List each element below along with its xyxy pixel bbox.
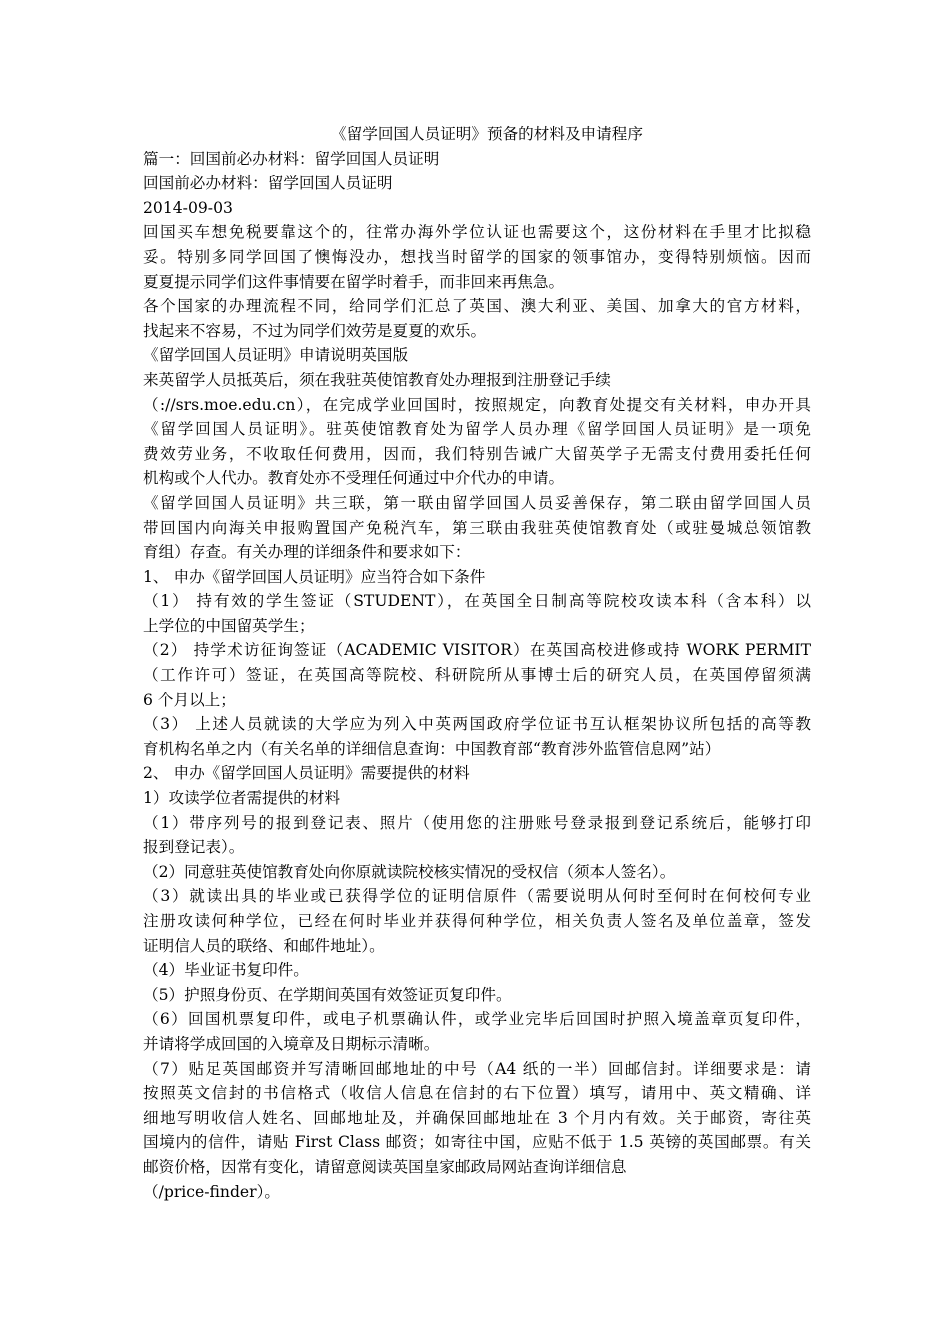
text-line: 2014-09-03 — [143, 198, 233, 217]
text-line: 邮资价格，因常有变化，请留意阅读英国皇家邮政局网站查询详细信息 — [143, 1157, 627, 1176]
text-line: 育组）存查。有关办理的详细条件和要求如下： — [143, 543, 471, 562]
text-line: 回国买车想免税要靠这个的，往常办海外学位认证也需要这个，这份材料在手里才比拟稳 — [143, 223, 811, 242]
text-line: 6 个月以上； — [143, 690, 236, 709]
text-line: 回国前必办材料：留学回国人员证明 — [143, 174, 393, 193]
text-line: 国境内的信件，请贴 First Class 邮资；如寄往中国，应贴不低于 1.5 英镑的英国邮票。有关 — [143, 1133, 811, 1152]
text-line: 按照英文信封的书信格式（收信人信息在信封的右下位置）填写，请用中、英文精确、详 — [143, 1084, 811, 1103]
text-line: 各个国家的办理流程不同，给同学们汇总了英国、澳大利亚、美国、加拿大的官方材料， — [143, 297, 811, 316]
text-line: （://srs.moe.edu.cn），在完成学业回国时，按照规定，向教育处提交有关材料，申办开具 — [143, 395, 811, 414]
text-line: 机构或个人代办。教育处亦不受理任何通过中介代办的申请。 — [143, 469, 565, 488]
text-line: 带回国内向海关申报购置国产免税汽车，第三联由我驻英使馆教育处（或驻曼城总领馆教 — [143, 518, 811, 537]
text-line: 注册攻读何种学位，已经在何时毕业并获得何种学位，相关负责人签名及单位盖章，签发 — [143, 912, 811, 930]
text-line: 费效劳业务，不收取任何费用，因而，我们特别告诫广大留英学子无需支付费用委托任何 — [143, 444, 811, 463]
text-line: （5）护照身份页、在学期间英国有效签证页复印件。 — [143, 985, 512, 1004]
text-line: （1）带序列号的报到登记表、照片（使用您的注册账号登录报到登记系统后，能够打印 — [143, 813, 811, 832]
text-line: （3）就读出具的毕业或已获得学位的证明信原件（需要说明从何时至何时在何校何专业 — [143, 887, 811, 906]
text-line: 细地写明收信人姓名、回邮地址及，并确保回邮地址在 3 个月内有效。关于邮资，寄往英 — [143, 1108, 811, 1127]
text-line: （/price-finder）。 — [143, 1182, 280, 1201]
text-line: （1） 持有效的学生签证（STUDENT），在英国全日制高等院校攻读本科（含本科）以 — [143, 592, 811, 611]
text-line: 证明信人员的联络、和邮件地址）。 — [143, 936, 385, 955]
text-line: 1）攻读学位者需提供的材料 — [143, 789, 341, 808]
text-line: （工作许可）签证，在英国高等院校、科研院所从事博士后的研究人员，在英国停留须满 — [143, 666, 811, 685]
document-lines — [143, 147, 811, 1205]
document-body — [143, 122, 811, 1204]
text-line: 1、 申办《留学回国人员证明》应当符合如下条件 — [143, 567, 486, 586]
text-line: （2）同意驻英使馆教育处向你原就读院校核实情况的受权信（须本人签名）。 — [143, 862, 676, 881]
text-line: （6）回国机票复印件，或电子机票确认件，或学业完毕后回国时护照入境盖章页复印件， — [143, 1010, 811, 1029]
text-line: 来英留学人员抵英后，须在我驻英使馆教育处办理报到注册登记手续 — [143, 370, 611, 389]
text-line: 妥。特别多同学回国了懊悔没办，想找当时留学的国家的领事馆办，变得特别烦恼。因而 — [143, 247, 811, 266]
text-line: （7）贴足英国邮资并写清晰回邮地址的中号（A4 纸的一半）回邮信封。详细要求是：请 — [143, 1059, 811, 1078]
text-line: 育机构名单之内（有关名单的详细信息查询：中国教育部“教育涉外监管信息网”站） — [143, 739, 721, 758]
text-line: （3） 上述人员就读的大学应为列入中英两国政府学位证书互认框架协议所包括的高等教 — [143, 715, 811, 734]
text-line: （2） 持学术访征询签证（ACADEMIC VISITOR）在英国高校进修或持 WORK PERMIT — [143, 641, 811, 660]
text-line: 《留学回国人员证明》共三联，第一联由留学回国人员妥善保存，第二联由留学回国人员 — [143, 493, 811, 512]
text-line: 2、 申办《留学回国人员证明》需要提供的材料 — [143, 764, 470, 783]
text-line: 并请将学成回国的入境章及日期标示清晰。 — [143, 1034, 440, 1053]
document-title: 《留学回国人员证明》预备的材料及申请程序 — [331, 125, 643, 143]
text-line: 夏夏提示同学们这件事情要在留学时着手，而非回来再焦急。 — [143, 272, 565, 291]
text-line: 《留学回国人员证明》申请说明英国版 — [143, 346, 409, 365]
text-line: 报到登记表）。 — [143, 838, 245, 857]
text-line: 上学位的中国留英学生； — [143, 616, 315, 635]
text-line: 找起来不容易，不过为同学们效劳是夏夏的欢乐。 — [143, 321, 487, 340]
text-line: 《留学回国人员证明》。驻英使馆教育处为留学人员办理《留学回国人员证明》是一项免 — [143, 420, 811, 439]
text-line: （4）毕业证书复印件。 — [143, 961, 309, 980]
text-line: 篇一：回国前必办材料：留学回国人员证明 — [143, 149, 440, 168]
